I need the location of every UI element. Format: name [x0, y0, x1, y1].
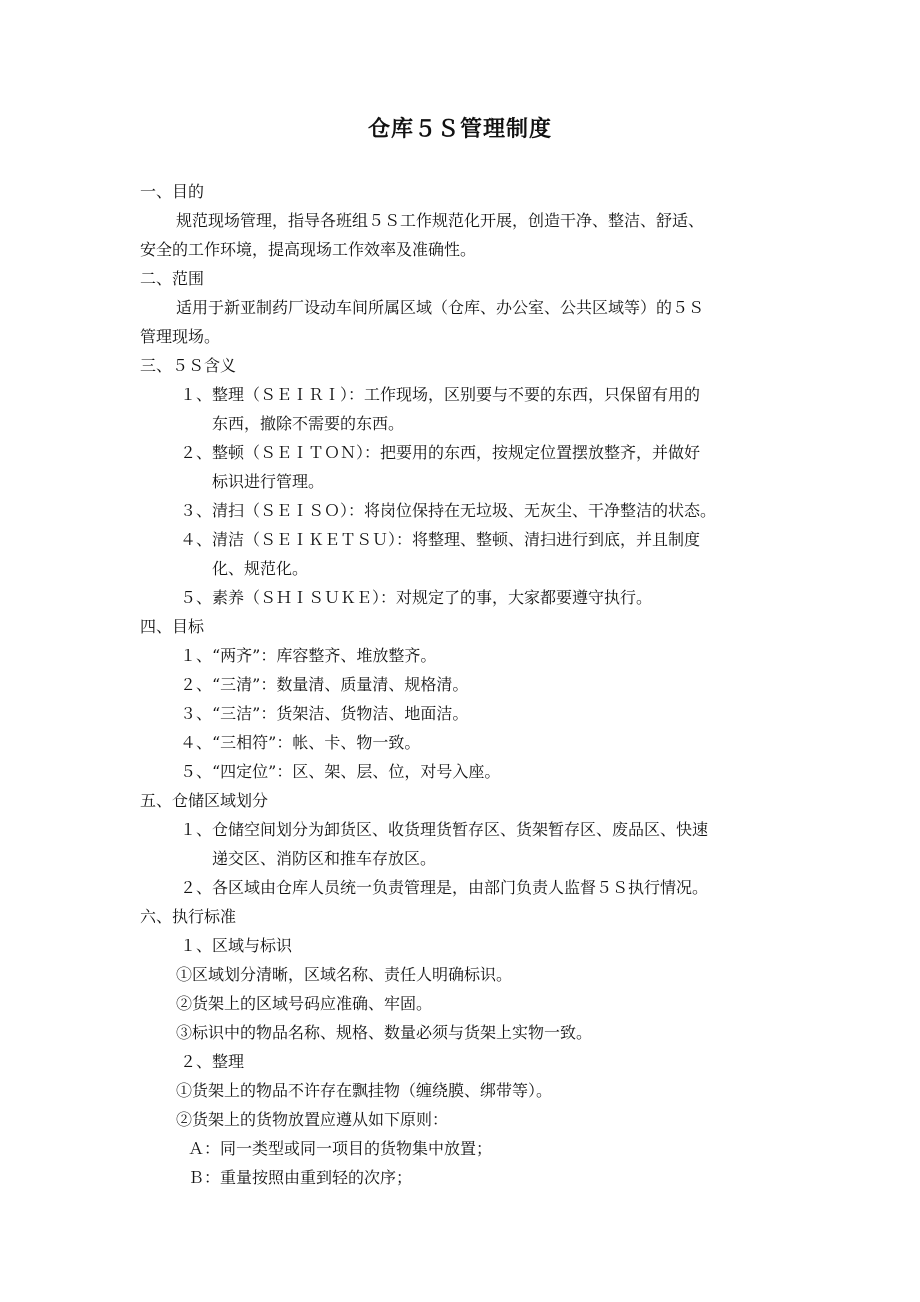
section-heading-goals: 四、目标 [140, 617, 205, 636]
paragraph-line: 管理现场。 [140, 327, 221, 346]
section-heading-scope: 二、范围 [140, 269, 205, 288]
paragraph-line: 规范现场管理，指导各班组５Ｓ工作规范化开展，创造干净、整洁、舒适、 [176, 211, 705, 230]
list-item-continuation: 化、规范化。 [212, 559, 309, 578]
list-item: ２、整顿（ＳＥＩＴＯＮ）：把要用的东西，按规定位置摆放整齐，并做好 [180, 443, 701, 462]
list-item: ２、各区域由仓库人员统一负责管理是，由部门负责人监督５Ｓ执行情况。 [180, 878, 709, 897]
list-item: ③标识中的物品名称、规格、数量必须与货架上实物一致。 [176, 1023, 593, 1042]
list-sub-item: Ｂ：重量按照由重到轻的次序； [188, 1168, 413, 1187]
sub-heading: ２、整理 [180, 1052, 245, 1071]
list-item: ②货架上的区域号码应准确、牢固。 [176, 994, 433, 1013]
section-heading-standards: 六、执行标准 [140, 907, 237, 926]
list-item: １、整理（ＳＥＩＲＩ）：工作现场，区别要与不要的东西，只保留有用的 [180, 385, 701, 404]
list-item: ４、“三相符”：帐、卡、物一致。 [180, 733, 421, 752]
document-title: 仓库５Ｓ管理制度 [367, 116, 552, 142]
section-heading-5s-meaning: 三、５Ｓ含义 [140, 356, 237, 375]
list-item: ②货架上的货物放置应遵从如下原则： [176, 1110, 449, 1129]
list-item-continuation: 东西，撤除不需要的东西。 [212, 414, 405, 433]
list-item: １、仓储空间划分为卸货区、收货理货暂存区、货架暂存区、废品区、快速 [180, 820, 709, 839]
list-item: ５、“四定位”：区、架、层、位，对号入座。 [180, 762, 501, 781]
list-item: ３、“三洁”：货架洁、货物洁、地面洁。 [180, 704, 469, 723]
list-item: ①区域划分清晰，区域名称、责任人明确标识。 [176, 965, 513, 984]
sub-heading: １、区域与标识 [180, 936, 293, 955]
list-item-continuation: 递交区、消防区和推车存放区。 [212, 849, 437, 868]
list-item: ４、清洁（ＳＥＩＫＥＴＳＵ）：将整理、整顿、清扫进行到底，并且制度 [180, 530, 701, 549]
list-item: ５、素养（ＳＨＩＳＵＫＥ）：对规定了的事，大家都要遵守执行。 [180, 588, 653, 607]
list-item-continuation: 标识进行管理。 [212, 472, 325, 491]
list-item: １、“两齐”：库容整齐、堆放整齐。 [180, 646, 437, 665]
list-item: ２、“三清”：数量清、质量清、规格清。 [180, 675, 469, 694]
document-body [140, 177, 790, 1192]
paragraph-line: 适用于新亚制药厂设动车间所属区域（仓库、办公室、公共区域等）的５Ｓ [176, 298, 705, 317]
paragraph-line: 安全的工作环境，提高现场工作效率及准确性。 [140, 240, 477, 259]
list-item: ①货架上的物品不许存在飘挂物（缠绕膜、绑带等）。 [176, 1081, 553, 1100]
section-heading-purpose: 一、目的 [140, 182, 205, 201]
list-item: ３、清扫（ＳＥＩＳＯ）：将岗位保持在无垃圾、无灰尘、干净整洁的状态。 [180, 501, 717, 520]
list-sub-item: Ａ：同一类型或同一项目的货物集中放置； [188, 1139, 493, 1158]
section-heading-storage-zones: 五、仓储区域划分 [140, 791, 269, 810]
